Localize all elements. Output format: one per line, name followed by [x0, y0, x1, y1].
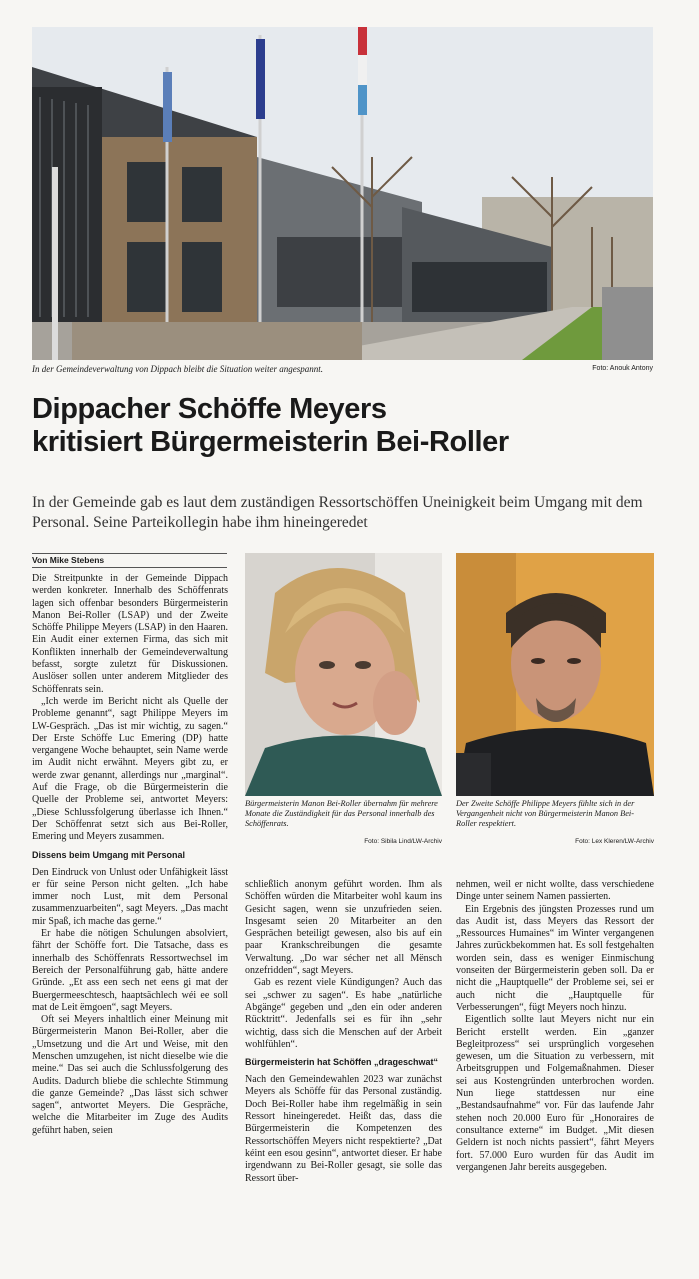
portrait-photo-bei-roller	[245, 553, 442, 796]
subheading: Bürgermeisterin hat Schöffen „drageschwat“	[245, 1057, 439, 1068]
photo1-credit: Foto: Sibila Lind/LW-Archiv	[364, 838, 442, 845]
photo2-caption: Der Zweite Schöffe Philippe Meyers fühlte sich in der Vergangenheit nicht von Bürgermeisterin Manon Bei-Roller respektiert.	[456, 799, 635, 828]
main-photo-caption: In der Gemeindeverwaltung von Dippach bleibt die Situation weiter angespannt.	[32, 364, 323, 374]
headline-line-1: Dippacher Schöffe Meyers	[32, 393, 387, 425]
photo2-credit: Foto: Lex Kleren/LW-Archiv	[575, 838, 654, 845]
paragraph: Oft sei Meyers inhaltlich einer Meinung mit Bürgermeisterin Manon Bei-Roller, aber die „Umsetzung und die Art und Weise, mit den Menschen umzugehen, ist nicht dieselbe wie die meine.“ Das sei auch die Schlussfolgerung des Audits. Dadurch bliebe die schlechte Stimmung die ganze Gemeinde? „Das lässt sich schwer sagen“, antwortet Meyers. Die Gespräche, welche die Mitarbeiter im Zuge des Audits geführt haben, seien	[32, 1014, 228, 1136]
article-column-3	[456, 879, 654, 1174]
photo1-caption: Bürgermeisterin Manon Bei-Roller übernahm für mehrere Monate die Zuständigkeit für das Personal innerhalb des Schöffenrats.	[245, 799, 438, 828]
byline-rule-top	[32, 553, 227, 554]
paragraph: Nach den Gemeindewahlen 2023 war zunächst Meyers als Schöffe für das Personal zuständig. Doch Bei-Roller habe ihm regelmäßig in sein Ressort hineingeredet. Heißt das, dass die Bürgermeisterin die Kompetenzen des Ressortschöffen Meyers nicht respektierte? „Dat kéint een esou gesinn“, antwortet dieser. Er habe irgendwann zu Bei-Roller gesagt, sie solle das Ressort über-	[245, 1074, 442, 1184]
paragraph: Gab es rezent viele Kündigungen? Auch das sei „schwer zu sagen“. Es habe „natürliche Abgänge“ gegeben und „den ein oder anderen Rücktritt“. Jedenfalls sei es für ihn „sehr wichtig, dass sich die Menschen auf der Arbeit wohlfühlen“.	[245, 977, 442, 1050]
article-column-2	[245, 879, 442, 1185]
article-column-1	[32, 573, 228, 1137]
subheading: Dissens beim Umgang mit Personal	[32, 849, 186, 860]
main-photo	[32, 27, 653, 360]
headline-line-2: kritisiert Bürgermeisterin Bei-Roller	[32, 426, 509, 458]
standfirst: In der Gemeinde gab es laut dem zuständigen Ressortschöffen Uneinigkeit beim Umgang mit dem Personal. Seine Parteikollegin habe ihm hineingeredet	[32, 494, 643, 531]
paragraph: schließlich anonym geführt worden. Ihm als Schöffen würden die Mitarbeiter wohl kaum ins Gesicht sagen, wenn sie unzufrieden seien. Insgesamt seien 20 Mitarbeiter an den Gesprächen beteiligt gewesen, also bis auf ein paar Krankschreibungen die gesamte Verwaltung. „Do war sécher net all Mënsch onzefridden“, sagt Meyers.	[245, 879, 442, 977]
portrait-photo-meyers	[456, 553, 654, 796]
portrait-illustration	[456, 553, 654, 796]
portrait-illustration	[245, 553, 442, 796]
paragraph: Ein Ergebnis des jüngsten Prozesses rund um das Audit ist, dass Meyers das Ressort der „Ressources Humaines“ im Winter vergangenen Jahres zurückbekommen hat. Es soll festgehalten worden sein, dass es weniger Einmischung vonseiten der Bürgermeisterin geben soll. Da er nicht die „Hauptquelle“ der Probleme sei, sei er auch nicht die „Hauptquelle für Verbesserungen“, fügt Meyers noch hinzu.	[456, 903, 654, 1013]
town-hall-photo-illustration	[32, 27, 653, 360]
paragraph: „Ich werde im Bericht nicht als Quelle der Probleme genannt“, sagt Philippe Meyers im LW-Gespräch. „Das ist mir wichtig, zu sagen.“ Der Erste Schöffe Luc Emering (DP) hatte vergangene Woche behauptet, sein Name werde im Audit nicht erwähnt. Meyers gibt zu, er werde zwar genannt, allerdings nur „marginal“. Auf die Frage, ob die Bürgermeisterin die Quelle der Probleme sei, antwortet Meyers: „Diese Schlussfolgerung überlasse ich Ihnen.“ Der Schöffenrat setzt sich aus Bei-Roller, Emering und Meyers zusammen.	[32, 695, 228, 843]
byline: Von Mike Stebens	[32, 555, 105, 565]
paragraph: Die Streitpunkte in der Gemeinde Dippach werden konkreter. Innerhalb des Schöffenrats lagen sich offenbar besonders Bürgermeisterin Manon Bei-Roller (LSAP) und der Zweite Schöffe Philippe Meyers (LSAP) in den Haaren. Ein Audit einer externen Firma, das sich mit Konflikten innerhalb der Gemeindeverwaltung befasst, sorgte zuletzt für Diskussionen. Auslöser sollen unter anderem Mitglieder des Schöffenrats sein.	[32, 573, 228, 695]
paragraph: Eigentlich sollte laut Meyers nicht nur ein Bericht erstellt werden. Ein „ganzer Begleitprozess“ sei ursprünglich vorgesehen gewesen, um die Situation zu verbessern, mit Arbeitsgruppen und Folgemaßnahmen. Dieser sei aus Kostengründen unterbrochen worden. Nun liege stattdessen nur eine „Bestandsaufnahme“ vor. Für das laufende Jahr stehen noch 20.000 Euro für „Honoraires de consultance externe“ im Budget. „Mit diesen Geldern ist noch nichts passiert“, fährt Meyers fort. 57.000 Euro wurden für das Audit im vergangenen Jahr bereits ausgegeben.	[456, 1014, 654, 1173]
headline	[32, 393, 662, 459]
main-photo-credit: Foto: Anouk Antony	[592, 365, 653, 372]
paragraph: Er habe die nötigen Schulungen absolviert, fährt der Schöffe fort. Die Tatsache, dass es innerhalb des Schöffenrats Ressortwechsel im Bereich der Personalführung gab, hätte andere Gründe. „Et ass een sech net eens gi mat der Buergermeeschtesch, haaptsächlech wéi ee soll mat de Leit ëmgoen“, sagt Meyers.	[32, 928, 228, 1013]
paragraph: nehmen, weil er nicht wollte, dass verschiedene Dinge unter seinem Namen passierten.	[456, 879, 654, 903]
byline-rule-bottom	[32, 567, 227, 568]
paragraph: Den Eindruck von Unlust oder Unfähigkeit lässt er für seine Person nicht gelten. „Ich habe immer noch Lust, mit dem Personal zusammenzuarbeiten“, sagt Meyers. „Das macht mir Spaß, ich mache das gerne.“	[32, 866, 228, 927]
